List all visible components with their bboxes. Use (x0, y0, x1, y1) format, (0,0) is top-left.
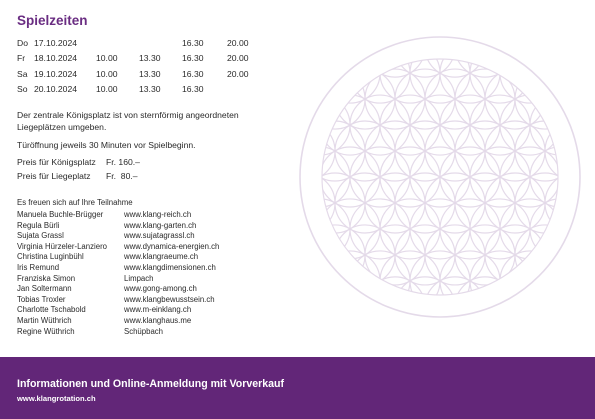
flower-circle (515, 225, 575, 285)
participant-site: www.klanghaus.me (124, 315, 192, 325)
flower-circle (515, 69, 575, 129)
price-value: Fr. 160.– (106, 157, 140, 167)
price-label: Preis für Liegeplatz (17, 170, 91, 181)
participant-row (17, 305, 219, 316)
participant-row (17, 210, 219, 221)
price-list (17, 157, 140, 184)
participant-name: Charlotte Tschabold (17, 305, 86, 315)
schedule-row (17, 35, 262, 51)
participant-site: www.sujatagrassl.ch (124, 231, 195, 241)
schedule-row (17, 51, 262, 67)
flower-circle (350, 43, 410, 103)
schedule-time: 10.00 (96, 53, 118, 64)
schedule-date: 18.10.2024 (34, 53, 78, 64)
participant-list (17, 210, 219, 337)
participant-site: Limpach (124, 273, 154, 283)
schedule-table (17, 35, 262, 97)
participant-row (17, 263, 219, 274)
participant-row (17, 274, 219, 285)
price-row (17, 157, 140, 171)
participant-name: Virginia Hürzeler-Lanziero (17, 241, 107, 251)
participant-name: Christina Luginbühl (17, 252, 84, 262)
flower-circle (298, 95, 350, 155)
participant-name: Martin Wüthrich (17, 315, 72, 325)
schedule-time: 16.30 (182, 37, 204, 48)
schedule-time: 13.30 (139, 53, 161, 64)
schedule-time: 10.00 (96, 68, 118, 79)
schedule-time: 20.00 (227, 68, 249, 79)
flower-circle (298, 121, 335, 181)
schedule-time (227, 82, 262, 98)
schedule-time: 16.30 (182, 84, 204, 95)
participant-site: www.klang-garten.ch (124, 220, 197, 230)
flower-of-life-pattern (298, 35, 582, 319)
participant-name: Regula Bürli (17, 220, 60, 230)
participant-row (17, 284, 219, 295)
participant-row (17, 295, 219, 306)
participant-site: Schüpbach (124, 326, 164, 336)
participant-site: www.m-einklang.ch (124, 305, 192, 315)
participant-site: www.klangdimensionen.ch (124, 262, 216, 272)
flower-circle (530, 199, 582, 259)
schedule-time: 16.30 (182, 68, 204, 79)
participant-row (17, 316, 219, 327)
participants-title: Es freuen sich auf Ihre Teilnahme (17, 198, 133, 207)
flower-circle (298, 199, 350, 259)
schedule-day: Sa (17, 68, 28, 79)
participant-name: Iris Remund (17, 262, 60, 272)
price-value: Fr. 80.– (106, 170, 138, 181)
flower-circle (305, 69, 365, 129)
participant-row (17, 327, 219, 338)
participant-name: Tobias Troxler (17, 294, 66, 304)
schedule-day: Do (17, 37, 28, 48)
footer-banner (0, 357, 595, 419)
flower-circle (350, 251, 410, 311)
flower-circle (470, 43, 530, 103)
participant-name: Regine Wüthrich (17, 326, 75, 336)
schedule-time (139, 35, 182, 51)
participant-name: Franziska Simon (17, 273, 76, 283)
flower-circle (500, 251, 560, 311)
participant-name: Jan Soltermann (17, 284, 72, 294)
participant-row (17, 252, 219, 263)
schedule-date: 20.10.2024 (34, 84, 78, 95)
flower-circle (470, 251, 530, 311)
flower-circle (320, 251, 380, 311)
schedule-time: 13.30 (139, 68, 161, 79)
participant-row (17, 242, 219, 253)
schedule-time: 16.30 (182, 53, 204, 64)
flower-circle (500, 43, 560, 103)
footer-title: Informationen und Online-Anmeldung mit Vorverkauf (17, 378, 285, 390)
participant-site: www.klangbewusstsein.ch (124, 294, 215, 304)
schedule-time: 20.00 (227, 53, 249, 64)
flower-circle (305, 225, 365, 285)
participant-name: Manuela Buchle-Brügger (17, 210, 104, 219)
schedule-day: Fr (17, 53, 26, 64)
description-text: Der zentrale Königsplatz ist von sternförmig angeordneten Liegeplätzen umgeben. (17, 110, 239, 132)
page-title: Spielzeiten (17, 13, 88, 28)
schedule-time (96, 35, 139, 51)
price-label: Preis für Königsplatz (17, 157, 96, 167)
schedule-day: So (17, 84, 28, 95)
participant-site: www.gong-among.ch (124, 284, 197, 294)
schedule-date: 17.10.2024 (34, 37, 78, 48)
flower-circle (298, 173, 335, 233)
flower-circle (545, 173, 582, 233)
participant-name: Sujata Grassl (17, 231, 64, 241)
participant-row (17, 221, 219, 232)
footer-website-link[interactable]: www.klangrotation.ch (17, 394, 96, 403)
schedule-time: 20.00 (227, 37, 249, 48)
participant-site: www.klangraeume.ch (124, 252, 199, 262)
schedule-date: 19.10.2024 (34, 68, 78, 79)
schedule-time: 13.30 (139, 84, 161, 95)
opening-text: Türöffnung jeweils 30 Minuten vor Spielbeginn. (17, 140, 196, 150)
schedule-row (17, 66, 262, 82)
schedule-time: 10.00 (96, 84, 118, 95)
participant-site: www.dynamica-energien.ch (124, 241, 220, 251)
participant-row (17, 231, 219, 242)
participant-site: www.klang-reich.ch (124, 210, 192, 219)
flower-circle (545, 121, 582, 181)
flower-circle (320, 43, 380, 103)
price-row (17, 171, 140, 185)
schedule-row (17, 82, 262, 98)
flower-circle (530, 95, 582, 155)
